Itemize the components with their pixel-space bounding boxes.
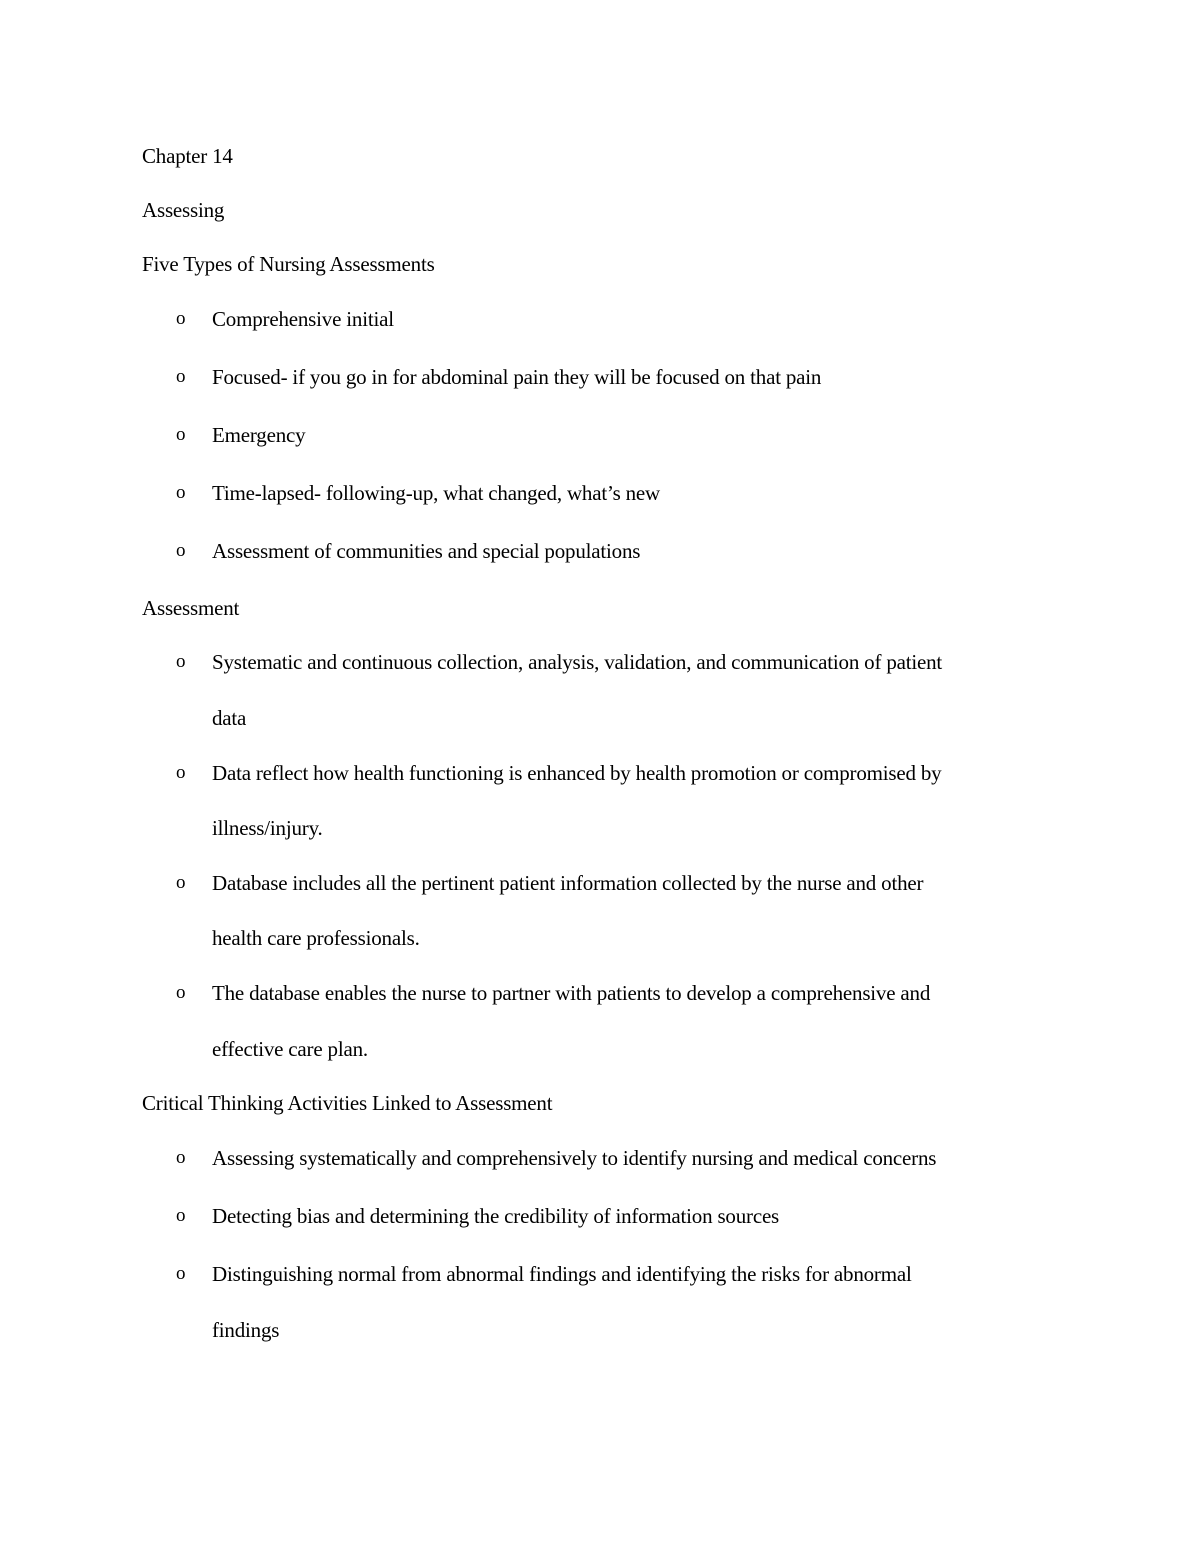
list-item: Assessing systematically and comprehensively to identify nursing and medical concerns — [212, 1146, 937, 1170]
list-item-line: Data reflect how health functioning is enhanced by health promotion or compromised by — [212, 761, 942, 785]
list-item: Focused- if you go in for abdominal pain they will be focused on that pain — [212, 365, 822, 389]
chapter-title: Chapter 14 — [142, 144, 233, 168]
bullet-icon: o — [176, 1263, 186, 1284]
list-item-line: effective care plan. — [212, 1037, 368, 1061]
list-item: Detecting bias and determining the credibility of information sources — [212, 1204, 780, 1228]
list-item-line: data — [212, 706, 247, 730]
list-item-line: findings — [212, 1318, 280, 1342]
list-item: Emergency — [212, 423, 306, 447]
bullet-icon: o — [176, 982, 186, 1003]
list-item-line: illness/injury. — [212, 816, 323, 840]
list-item-line: Systematic and continuous collection, analysis, validation, and communication of patient — [212, 650, 943, 674]
bullet-icon: o — [176, 308, 186, 329]
list-item: Comprehensive initial — [212, 307, 394, 331]
list-item: Assessment of communities and special populations — [212, 539, 641, 563]
list-item-line: The database enables the nurse to partner with patients to develop a comprehensive and — [212, 981, 931, 1005]
list-item: Time-lapsed- following-up, what changed, what’s new — [212, 481, 661, 505]
bullet-icon: o — [176, 872, 186, 893]
bullet-icon: o — [176, 424, 186, 445]
section-title: Assessing — [142, 198, 225, 222]
list-item-line: Database includes all the pertinent patient information collected by the nurse and other — [212, 871, 924, 895]
bullet-icon: o — [176, 540, 186, 561]
bullet-icon: o — [176, 762, 186, 783]
bullet-icon: o — [176, 482, 186, 503]
bullet-icon: o — [176, 366, 186, 387]
group-heading: Critical Thinking Activities Linked to Assessment — [142, 1091, 553, 1115]
bullet-icon: o — [176, 1205, 186, 1226]
list-item-line: Distinguishing normal from abnormal findings and identifying the risks for abnormal — [212, 1262, 912, 1286]
bullet-icon: o — [176, 651, 186, 672]
group-heading: Five Types of Nursing Assessments — [142, 252, 435, 276]
list-item-line: health care professionals. — [212, 926, 420, 950]
group-heading: Assessment — [142, 596, 240, 620]
bullet-icon: o — [176, 1147, 186, 1168]
